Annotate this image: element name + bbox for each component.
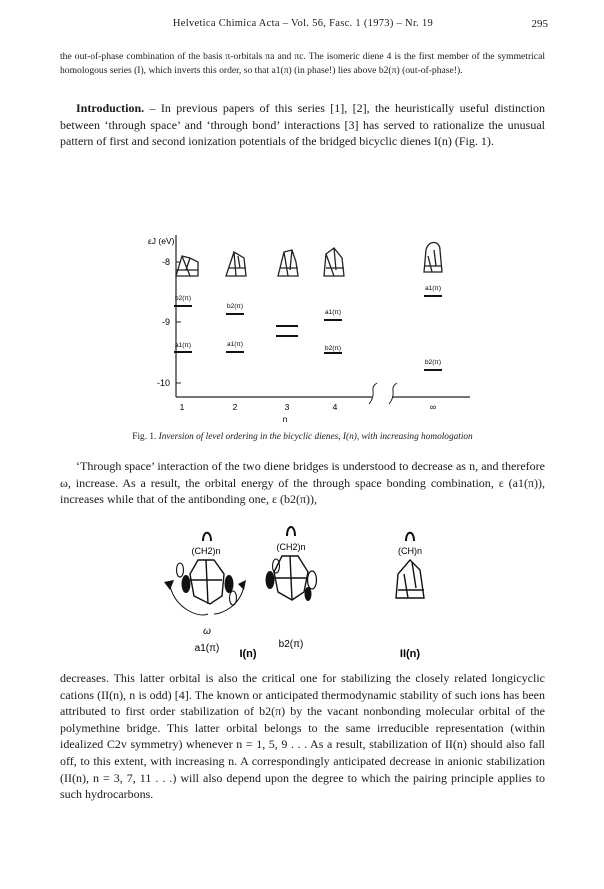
x-tick-label: 1 <box>179 402 185 412</box>
introduction-heading: Introduction. <box>76 101 145 115</box>
y-tick-label: -8 <box>161 257 170 267</box>
axis-break-mark <box>389 383 397 404</box>
y-tick-label: -10 <box>156 378 170 388</box>
caption-text: Inversion of level ordering in the bicyclic dienes, I(n), with increasing homologation <box>158 432 473 442</box>
molecule-sketch-n4 <box>324 248 344 276</box>
omega-label: ω <box>203 626 211 637</box>
level-label: a1(π) <box>324 309 342 316</box>
label-a1: a1(π) <box>194 643 220 654</box>
paragraph-longicyclic: decreases. This latter orbital is also the critical one for stabilizing the closely related longicyclic cations (II(n), n is odd) [4]. The known or anticipated thermodynamic stability of such ions has been attributed to first order stabilization of b2(π) by the vacant nonbonding molecular orbital of the polymethine bridge. This latter orbital belongs to the same irreducible representation (within idealized C2v symmetry) whenever n = 1, 5, 9 . . . As a result, stabilization of II(n) should also fall off, to this extent, with increasing n. A correspondingly anticipated decrease in anionic stabilization (II(n), n = 3, 7, 11 . . .) will also depend upon the degree to which the pairing principle applies to such hydrocarbons. <box>60 671 545 802</box>
longicyclic-sketch <box>396 533 424 598</box>
label-b2: b2(π) <box>278 639 304 650</box>
level-label: b2(π) <box>174 295 192 302</box>
paragraph-through-space: ‘Through space’ interaction of the two diene bridges is understood to decrease as n, and therefore ω, increase. As a result, the orbital energy of the through space bonding combination, ε (a1(π)), increases while that of the antibonding one, ε (b2(π)), <box>60 459 545 507</box>
x-tick-label: 2 <box>232 402 238 412</box>
energy-levels <box>174 296 442 370</box>
level-label: b2(π) <box>424 359 442 366</box>
y-axis-label: εJ (eV) <box>148 236 175 246</box>
running-head: Helvetica Chimica Acta – Vol. 56, Fasc. 1 (1973) – Nr. 19 <box>172 18 434 29</box>
bridge-label-right: (CH)n <box>398 546 422 556</box>
abstract-tail: the out-of-phase combination of the basis π-orbitals πa and πc. The isomeric diene 4 is the first member of the symmetrical homologous series (I), which inverts this order, so that a1(π) (in phase!) lies above b2(π) (out-of-phase!). <box>60 51 545 76</box>
molecule-sketch-n2 <box>226 252 246 276</box>
level-label: a1(π) <box>174 342 192 349</box>
page-header <box>58 18 548 34</box>
level-label: a1(π) <box>424 285 442 292</box>
figure-1-caption <box>60 432 545 442</box>
label-In: I(n) <box>239 648 257 660</box>
molecule-sketch-ninf <box>424 243 442 273</box>
caption-prefix: Fig. 1. <box>132 432 159 442</box>
x-tick-label: ∞ <box>429 402 437 412</box>
molecule-sketch-n1 <box>176 256 198 276</box>
level-label: b2(π) <box>324 345 342 352</box>
introduction-text: – In previous papers of this series [1], [2], the heuristically useful distinction between ‘through space’ and ‘through bond’ interactions [3] has served to rationalize the unusual pattern of first and second ionization potentials of the bridged bicyclic dienes I(n) (Fig. 1). <box>60 101 545 149</box>
y-tick-label: -9 <box>161 317 170 327</box>
page-number: 295 <box>531 18 548 30</box>
level-label: b2(π) <box>226 303 244 310</box>
x-tick-label: 3 <box>284 402 290 412</box>
bridge-label-left: (CH2)n <box>191 546 221 556</box>
x-axis-label: n <box>282 414 288 424</box>
molecule-sketch-n3 <box>278 250 298 276</box>
axis-break-mark <box>369 383 377 404</box>
level-label: a1(π) <box>226 341 244 348</box>
orbital-sketch-b2 <box>266 527 317 601</box>
orbital-sketch-a1 <box>164 533 246 637</box>
label-IIn: II(n) <box>399 648 421 660</box>
introduction-paragraph <box>60 100 545 150</box>
bridge-label-mid: (CH2)n <box>276 542 306 552</box>
x-tick-label: 4 <box>332 402 338 412</box>
